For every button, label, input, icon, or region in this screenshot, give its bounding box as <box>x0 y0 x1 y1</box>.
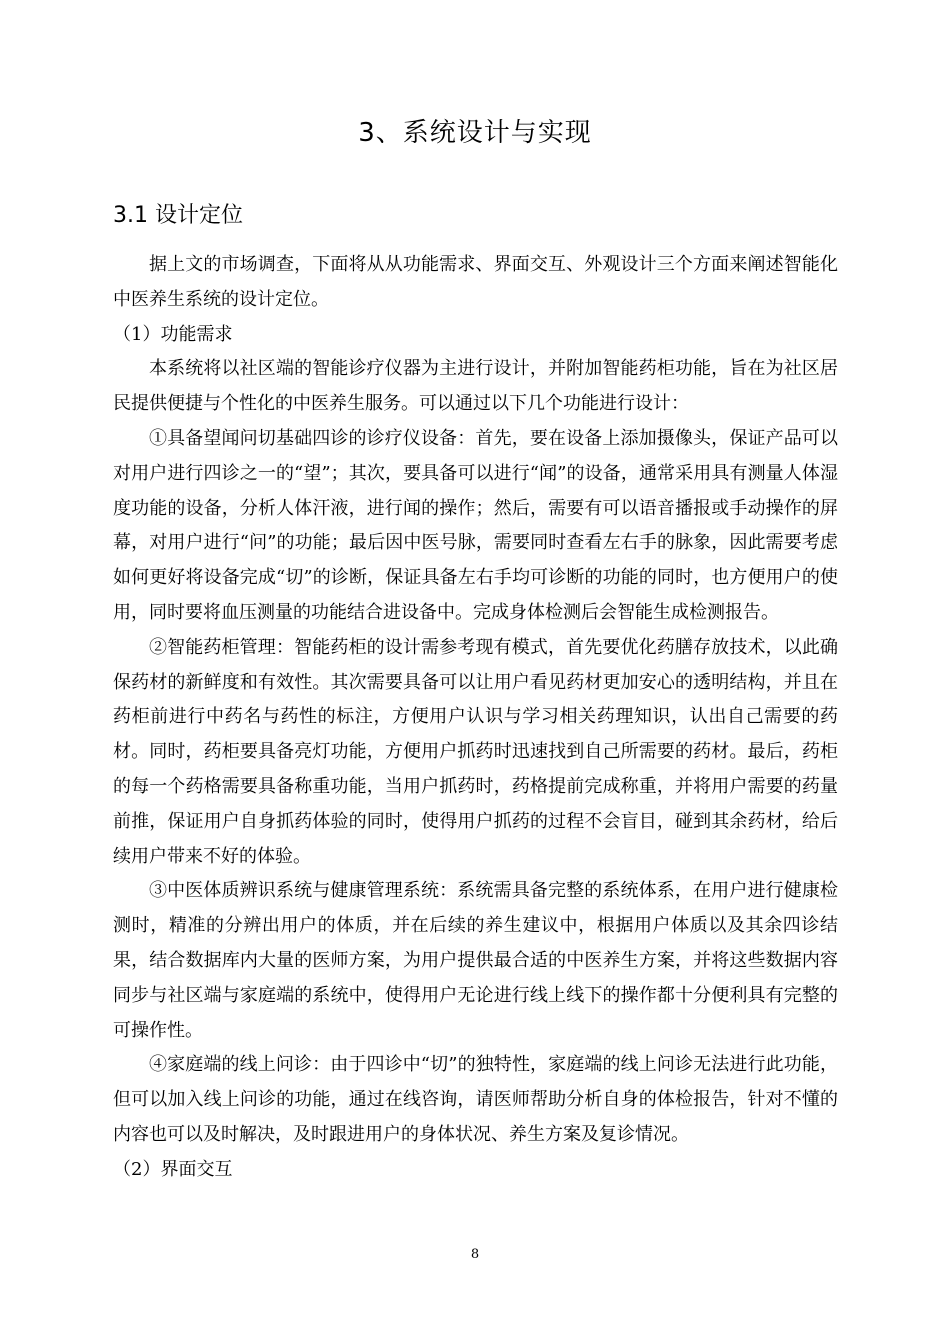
body-text <box>113 248 838 1188</box>
chapter-title: 3、系统设计与实现 <box>358 118 592 148</box>
page-number: 8 <box>470 1247 480 1262</box>
item-3-paragraph: ③中医体质辨识系统与健康管理系统：系统需具备完整的系统体系，在用户进行健康检测时，精准的分辨出用户的体质，并在后续的养生建议中，根据用户体质以及其余四诊结果，结合数据库内大量的医师方案，为用户提供最合适的中医养生方案，并将这些数据内容同步与社区端与家庭端的系统中，使得用户无论进行线上线下的操作都十分便利具有完整的可操作性。 <box>113 880 838 1041</box>
subheading-function-requirements: （1）功能需求 <box>113 323 233 345</box>
item-1-paragraph: ①具备望闻问切基础四诊的诊疗仪设备：首先，要在设备上添加摄像头，保证产品可以对用户进行四诊之一的“望”；其次，要具备可以进行“闻”的设备，通常采用具有测量人体湿度功能的设备，分析人体汗液，进行闻的操作；然后，需要有可以语音播报或手动操作的屏幕，对用户进行“问”的功能；最后因中医号脉，需要同时查看左右手的脉象，因此需要考虑如何更好将设备完成“切”的诊断，保证具备左右手均可诊断的功能的同时，也方便用户的使用，同时要将血压测量的功能结合进设备中。完成身体检测后会智能生成检测报告。 <box>113 427 838 623</box>
overview-paragraph: 本系统将以社区端的智能诊疗仪器为主进行设计，并附加智能药柜功能，旨在为社区居民提供便捷与个性化的中医养生服务。可以通过以下几个功能进行设计： <box>113 358 838 415</box>
intro-paragraph: 据上文的市场调查，下面将从从功能需求、界面交互、外观设计三个方面来阐述智能化中医养生系统的设计定位。 <box>113 254 838 310</box>
item-4-paragraph: ④家庭端的线上问诊：由于四诊中“切”的独特性，家庭端的线上问诊无法进行此功能，但可以加入线上问诊的功能，通过在线咨询，请医师帮助分析自身的体检报告，针对不懂的内容也可以及时解决，及时跟进用户的身体状况、养生方案及复诊情况。 <box>113 1054 838 1145</box>
section-title: 3.1 设计定位 <box>113 203 243 228</box>
item-2-paragraph: ②智能药柜管理：智能药柜的设计需参考现有模式，首先要优化药膳存放技术，以此确保药材的新鲜度和有效性。其次需要具备可以让用户看见药材更加安心的透明结构，并且在药柜前进行中药名与药性的标注，方便用户认识与学习相关药理知识，认出自己需要的药材。同时，药柜要具备亮灯功能，方便用户抓药时迅速找到自己所需要的药材。最后，药柜的每一个药格需要具备称重功能，当用户抓药时，药格提前完成称重，并将用户需要的药量前推，保证用户自身抓药体验的同时，使得用户抓药的过程不会盲目，碰到其余药材，给后续用户带来不好的体验。 <box>113 636 838 867</box>
subheading-interface-interaction: （2）界面交互 <box>113 1158 233 1180</box>
